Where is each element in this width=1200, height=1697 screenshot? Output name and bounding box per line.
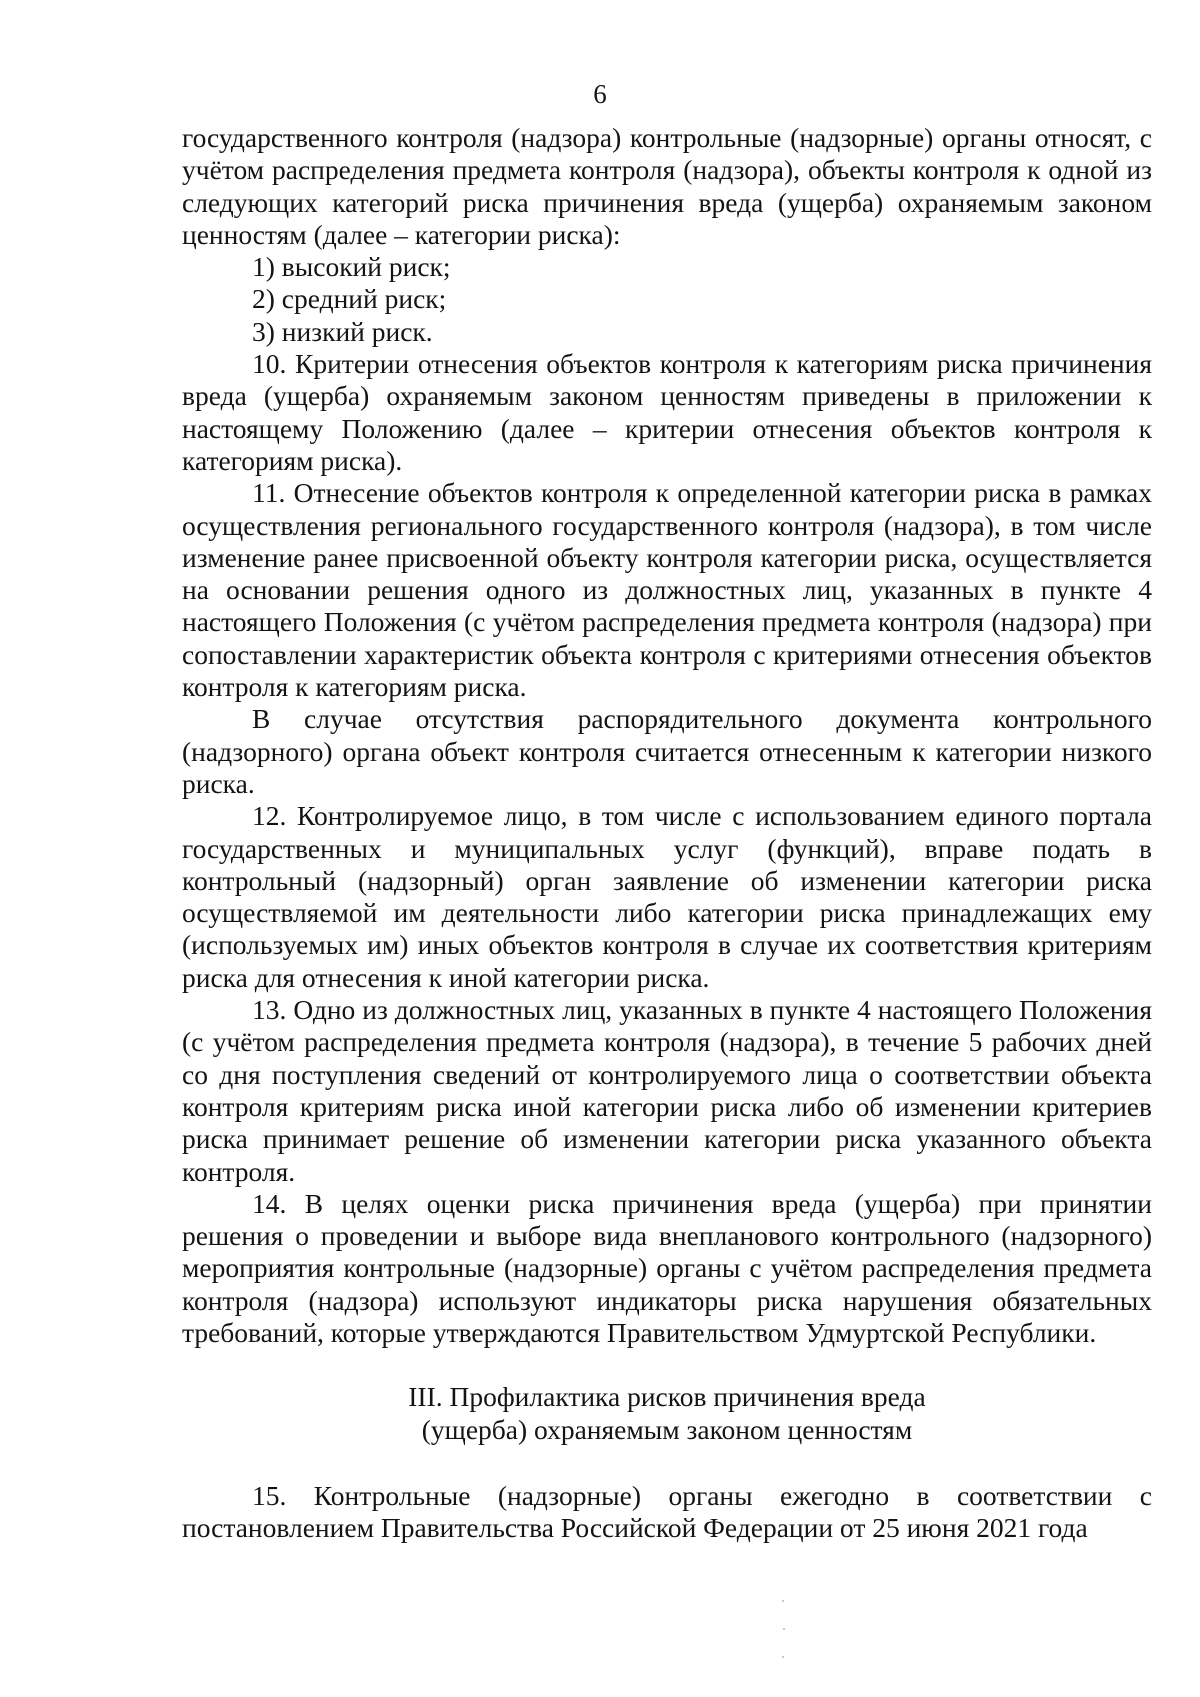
- section-heading-line-2: (ущерба) охраняемым законом ценностям: [421, 1413, 913, 1445]
- paragraph-continuation: государственного контроля (надзора) контрольные (надзорные) органы относят, с учётом распределения предмета контроля (надзора), объекты контроля к одной из следующих категорий риска причинения вреда (ущерба) охраняемым законом ценностям (далее – категории риска):: [182, 122, 1152, 250]
- document-body: [182, 122, 1152, 1544]
- scan-artifact: [782, 1600, 786, 1660]
- section-heading: [182, 1381, 1152, 1446]
- list-item-medium-risk: 2) средний риск;: [252, 283, 447, 315]
- paragraph-13: 13. Одно из должностных лиц, указанных в пункте 4 настоящего Положения (с учётом распределения предмета контроля (надзора), в течение 5 рабочих дней со дня поступления сведений от контролируемого лица о соответствии объекта контроля критериям риска иной категории риска либо об изменении критериев риска принимает решение об изменении категории риска указанного объекта контроля.: [182, 994, 1152, 1187]
- list-item-high-risk: 1) высокий риск;: [252, 251, 451, 283]
- list-item-low-risk: 3) низкий риск.: [252, 315, 433, 347]
- paragraph-14: 14. В целях оценки риска причинения вреда (ущерба) при принятии решения о проведении и выборе вида внепланового контрольного (надзорного) мероприятия контрольные (надзорные) органы с учётом распределения предмета контроля (надзора) используют индикаторы риска нарушения обязательных требований, которые утверждаются Правительством Удмуртской Республики.: [182, 1187, 1152, 1348]
- paragraph-12: 12. Контролируемое лицо, в том числе с использованием единого портала государственных и муниципальных услуг (функций), вправе подать в контрольный (надзорный) орган заявление об изменении категории риска осуществляемой им деятельности либо категории риска принадлежащих ему (используемых им) иных объектов контроля в случае их соответствия критериям риска для отнесения к иной категории риска.: [182, 800, 1152, 993]
- paragraph-11-b: В случае отсутствия распорядительного документа контрольного (надзорного) органа объект контроля считается отнесенным к категории низкого риска.: [182, 703, 1152, 799]
- page-number: 6: [593, 79, 607, 109]
- section-heading-line-1: III. Профилактика рисков причинения вреда: [408, 1381, 926, 1413]
- paragraph-15: 15. Контрольные (надзорные) органы ежегодно в соответствии с постановлением Правительства Российской Федерации от 25 июня 2021 года: [182, 1479, 1152, 1544]
- paragraph-11: 11. Отнесение объектов контроля к определенной категории риска в рамках осуществления регионального государственного контроля (надзора), в том числе изменение ранее присвоенной объекту контроля категории риска, осуществляется на основании решения одного из должностных лиц, указанных в пункте 4 настоящего Положения (с учётом распределения предмета контроля (надзора) при сопоставлении характеристик объекта контроля с критериями отнесения объектов контроля к категориям риска.: [182, 477, 1152, 703]
- paragraph-10: 10. Критерии отнесения объектов контроля к категориям риска причинения вреда (ущерба) охраняемым законом ценностям приведены в приложении к настоящему Положению (далее – критерии отнесения объектов контроля к категориям риска).: [182, 348, 1152, 476]
